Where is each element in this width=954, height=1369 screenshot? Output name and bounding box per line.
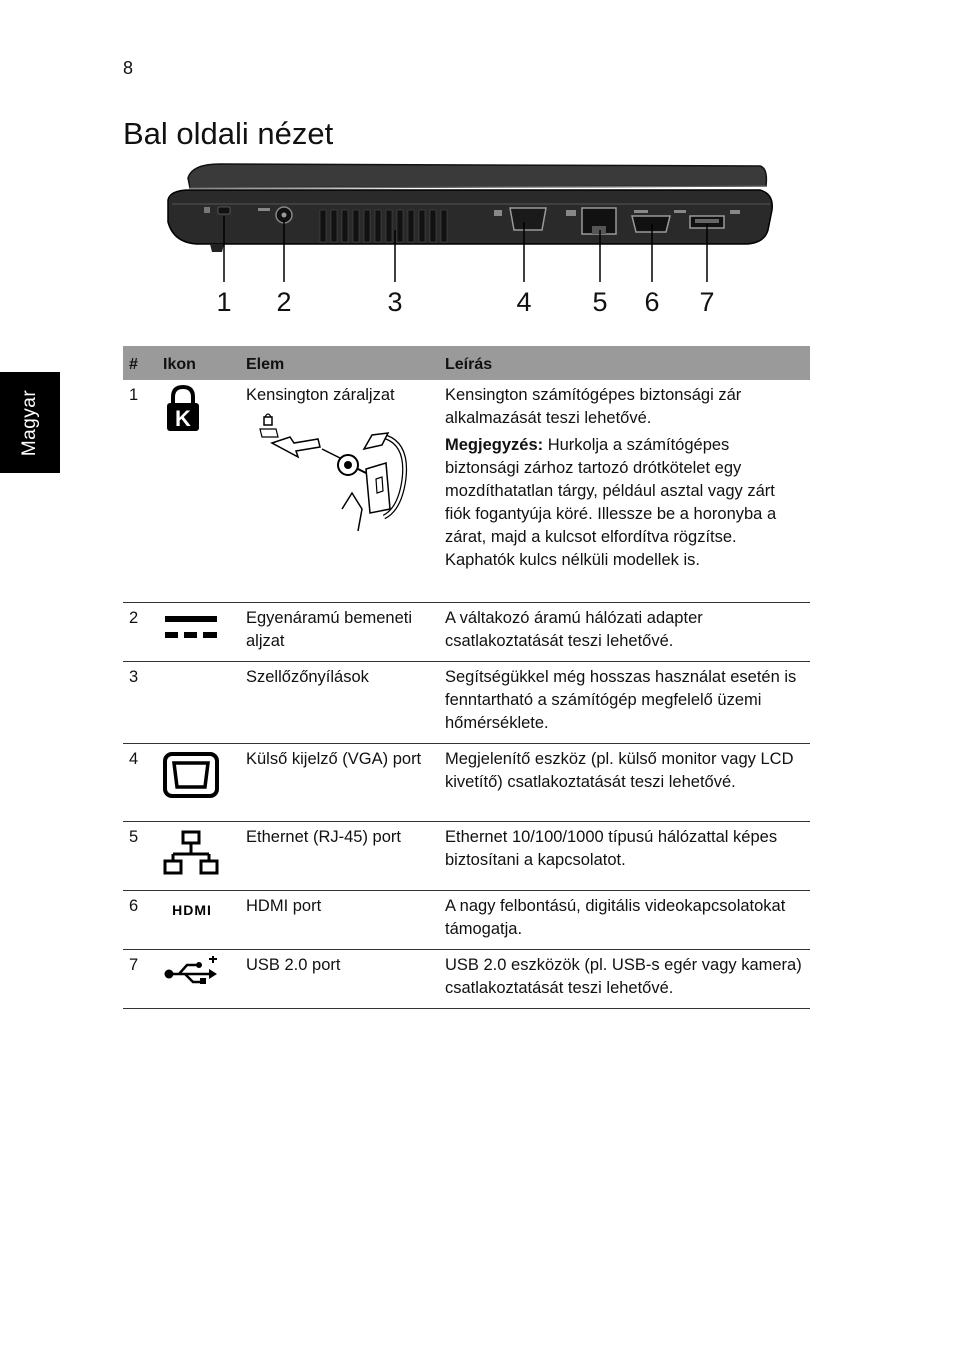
row-num: 1 [123, 380, 157, 602]
header-item: Elem [240, 346, 439, 380]
callout-3: 3 [387, 287, 403, 317]
row-desc: USB 2.0 eszközök (pl. USB-s egér vagy kamera) csatlakoztatását teszi lehetővé. [439, 949, 810, 1008]
page-title: Bal oldali nézet [123, 116, 334, 151]
side-tab-label: Magyar [19, 389, 40, 456]
row-desc: Ethernet 10/100/1000 típusú hálózattal képes biztosítani a kapcsolatot. [439, 821, 810, 890]
page-number: 8 [123, 58, 134, 78]
row-num: 5 [123, 821, 157, 890]
table-row [123, 602, 810, 661]
row-num: 7 [123, 949, 157, 1008]
header-desc: Leírás [439, 346, 810, 380]
row-item: Külső kijelző (VGA) port [240, 743, 439, 821]
row-item: Ethernet (RJ-45) port [240, 821, 439, 890]
ports-table [123, 346, 810, 1009]
row-desc: A nagy felbontású, digitális videokapcsolatokat támogatja. [439, 890, 810, 949]
row-item: Egyenáramú bemeneti aljzat [240, 602, 439, 661]
hdmi-logo-text: HDMI [172, 901, 212, 918]
note-label: Megjegyzés: [445, 436, 544, 454]
callout-6: 6 [644, 287, 660, 317]
hdmi-icon [157, 890, 240, 949]
row-num: 3 [123, 661, 157, 743]
vga-icon [157, 743, 240, 821]
row-item: USB 2.0 port [240, 949, 439, 1008]
kensington-lock-icon [157, 380, 240, 602]
callout-2: 2 [276, 287, 292, 317]
callout-7: 7 [699, 287, 715, 317]
table-row [123, 821, 810, 890]
row-item: HDMI port [240, 890, 439, 949]
table-row [123, 380, 810, 602]
row-desc: Megjelenítő eszköz (pl. külső monitor vagy LCD kivetítő) csatlakoztatását teszi lehetővé. [439, 743, 810, 821]
table-header-row [123, 346, 810, 380]
callout-1: 1 [216, 287, 232, 317]
note-text: Hurkolja a számítógépes biztonsági zárhoz tartozó drótkötelet egy mozdíthatatlan tárgy, például asztal vagy zárt fiók fogantyúja köré. Illessze be a horonyba a zárat, majd a kulcsot elfordítva rögzítse. Kaphatók kulcs nélküli modellek is. [445, 436, 777, 569]
table-row [123, 743, 810, 821]
row-item: Kensington záraljzat [246, 386, 395, 404]
laptop-left-side-illustration [160, 160, 780, 320]
table-row [123, 890, 810, 949]
ethernet-icon [157, 821, 240, 890]
table-row [123, 661, 810, 743]
header-icon: Ikon [157, 346, 240, 380]
row-desc: Segítségükkel még hosszas használat esetén is fenntartható a számítógép megfelelő üzemi hőmérséklete. [439, 661, 810, 743]
kensington-lock-usage-illustration [246, 409, 416, 534]
row-note [445, 434, 804, 572]
row-num: 4 [123, 743, 157, 821]
row-num: 2 [123, 602, 157, 661]
language-side-tab [0, 372, 60, 473]
row-item: Szellőzőnyílások [240, 661, 439, 743]
callout-4: 4 [516, 287, 532, 317]
row-num: 6 [123, 890, 157, 949]
row-desc: Kensington számítógépes biztonsági zár alkalmazását teszi lehetővé. [445, 386, 742, 427]
usb-icon [157, 949, 240, 1008]
row-desc: A váltakozó áramú hálózati adapter csatlakoztatását teszi lehetővé. [439, 602, 810, 661]
table-row [123, 949, 810, 1008]
callout-5: 5 [592, 287, 608, 317]
dc-in-icon [157, 602, 240, 661]
header-num: # [123, 346, 157, 380]
svg-text:K: K [175, 406, 191, 431]
